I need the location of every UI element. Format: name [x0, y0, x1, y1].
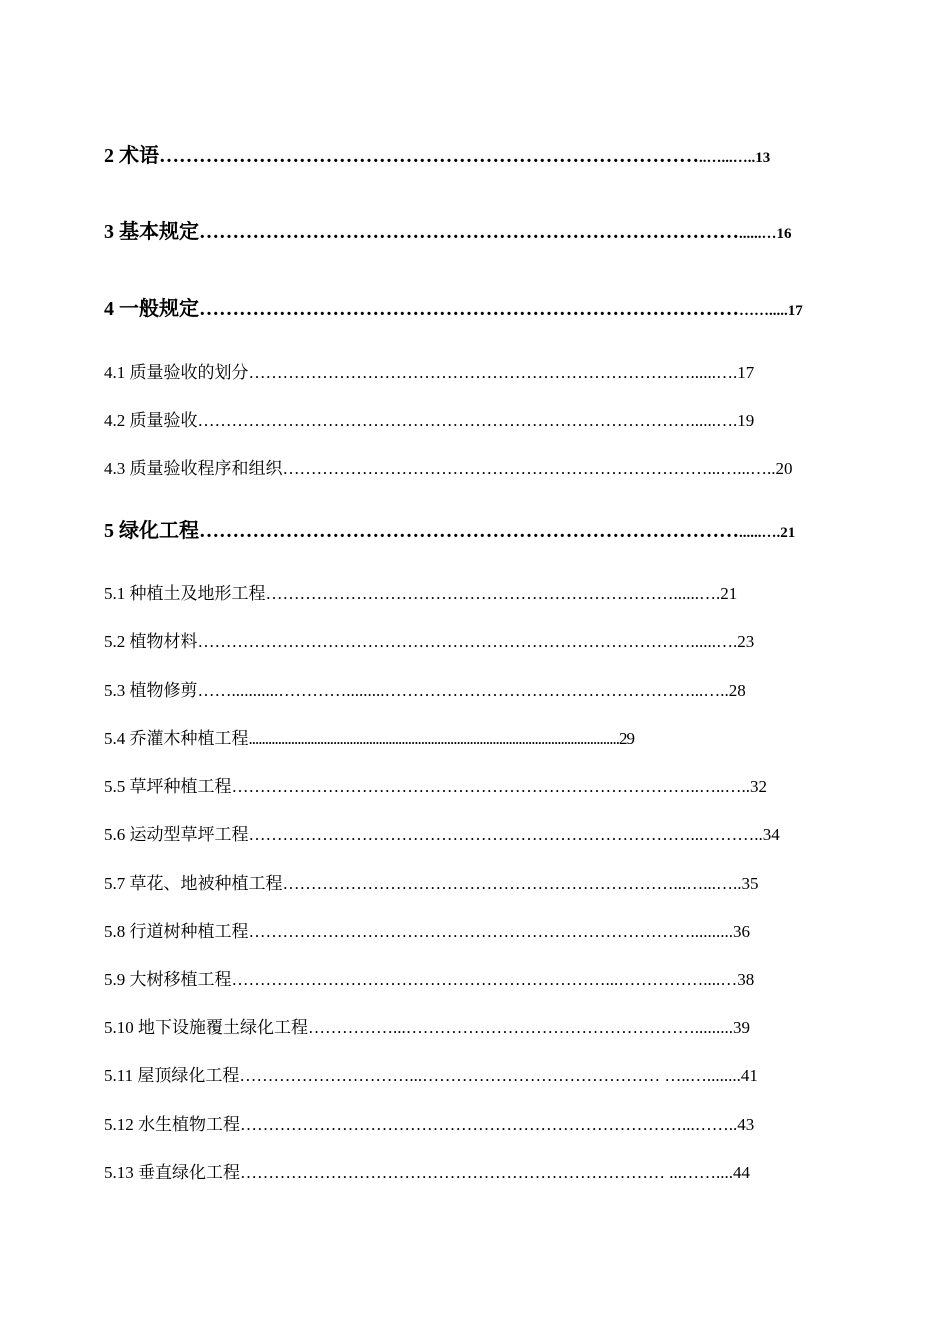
toc-entry-page: ......….19: [690, 411, 755, 430]
toc-entry-page: …….....17: [739, 303, 803, 319]
toc-entry-2: [104, 139, 770, 168]
toc-entry-title: 5.4 乔灌木种植工程: [104, 729, 249, 748]
toc-entry-title: 3 基本规定………………………………………………………………………: [104, 221, 739, 243]
toc-entry-page: ......….21: [739, 525, 796, 541]
toc-entry-5-5: [104, 772, 767, 797]
toc-entry-5-1: [104, 579, 737, 604]
toc-entry-page: ..................................................................................................................29: [248, 729, 634, 748]
toc-entry-5-4: [104, 724, 634, 749]
toc-entry-title: 5.6 运动型草坪工程…………………………………………………………………: [104, 825, 674, 844]
toc-entry-4: [104, 292, 803, 321]
toc-entry-page: ..........36: [690, 922, 750, 941]
toc-entry-title: 5.10 地下设施覆土绿化工程……………: [104, 1018, 393, 1037]
toc-entry-5-11: [104, 1061, 758, 1086]
toc-entry-title: 4.2 质量验收……………………………………………………………………………: [104, 411, 691, 430]
toc-entry-page: ......….21: [673, 584, 738, 603]
toc-entry-title: 5.12 水生植物工程……………………………………………………………………: [104, 1115, 682, 1134]
toc-entry-page: …...………..34: [673, 825, 780, 844]
toc-entry-5-3: [104, 676, 746, 701]
toc-entry-4-2: [104, 406, 754, 431]
toc-entry-page: ......….17: [690, 363, 755, 382]
toc-entry-title: 5 绿化工程………………………………………………………………………: [104, 520, 739, 542]
toc-entry-page: ...…………………………………… …..…........41: [409, 1066, 758, 1085]
toc-entry-5-12: [104, 1110, 754, 1135]
toc-entry-5-2: [104, 627, 754, 652]
toc-entry-page: ......….23: [690, 632, 755, 651]
toc-entry-4-1: [104, 358, 754, 383]
toc-entry-title: 5.3 植物修剪……: [104, 681, 232, 700]
toc-entry-3: [104, 215, 792, 244]
toc-entry-title: 5.7 草花、地被种植工程……………………………………………………………: [104, 874, 674, 893]
toc-entry-title: 2 术语………………………………………………………………………: [104, 145, 699, 167]
toc-entry-5: [104, 514, 795, 543]
toc-entry-5-6: [104, 820, 780, 845]
toc-entry-page: ...........………….........………………………………………………...…..28: [231, 681, 746, 700]
toc-entry-page: ...…………………………………………….........39: [393, 1018, 750, 1037]
toc-entry-title: 4.1 质量验收的划分……………………………………………………………………: [104, 363, 691, 382]
toc-entry-page: ..…..…..32: [690, 777, 767, 796]
toc-entry-5-10: [104, 1013, 750, 1038]
toc-entry-5-9: [104, 965, 754, 990]
toc-entry-title: 4 一般规定………………………………………………………………………: [104, 298, 739, 320]
toc-entry-title: 5.8 行道树种植工程……………………………………………………………………: [104, 922, 691, 941]
toc-entry-title: 5.13 垂直绿化工程…………………………………………………………………: [104, 1163, 665, 1182]
toc-entry-title: 5.9 大树移植工程…………………………………………………………: [104, 970, 606, 989]
toc-entry-page: ...……………....…38: [605, 970, 755, 989]
toc-entry-5-7: [104, 869, 759, 894]
toc-entry-page: ...……....44: [665, 1163, 750, 1182]
toc-entry-title: 5.2 植物材料……………………………………………………………………………: [104, 632, 691, 651]
toc-entry-page: ...……..43: [682, 1115, 755, 1134]
toc-entry-title: 5.1 种植土及地形工程………………………………………………………………: [104, 584, 674, 603]
toc-entry-title: 5.11 屋顶绿化工程…………………………: [104, 1066, 410, 1085]
toc-entry-4-3: [104, 454, 793, 479]
toc-entry-title: 5.5 草坪种植工程………………………………………………………………………: [104, 777, 691, 796]
toc-entry-5-8: [104, 917, 750, 942]
toc-entry-page: ......…16: [739, 226, 792, 242]
toc-entry-5-13: [104, 1158, 750, 1183]
toc-entry-page: ...…...…..35: [673, 874, 759, 893]
toc-entry-page: ..…...…..13: [699, 150, 771, 166]
toc-entry-title: 4.3 质量验收程序和组织…………………………………………………………………: [104, 459, 708, 478]
toc-entry-page: ...…...…..20: [707, 459, 793, 478]
